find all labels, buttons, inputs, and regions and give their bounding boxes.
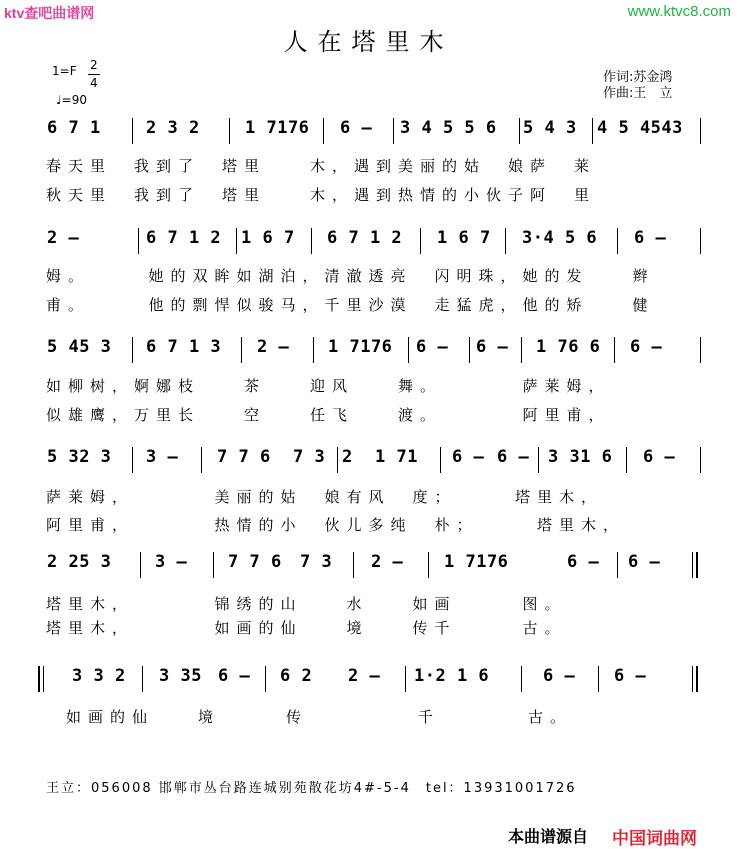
measure: 1 7176 [444,552,509,572]
measure: 1 71 [375,447,418,467]
measure: 6 – [614,666,647,686]
time-signature-top: 2 [90,58,98,72]
measure: 6 – [340,118,373,138]
song-title: 人在塔里木 [283,28,454,56]
measure: 6 – [218,666,251,686]
measure: 5 4 3 [523,118,577,138]
measure: 7 3 [300,552,333,572]
measure: 2 [342,447,353,467]
measure: 6 – [476,337,509,357]
watermark-right: www.ktvc8.com [627,3,731,20]
measure: 6 – [643,447,676,467]
score-line-4 [0,447,737,477]
measure: 1 7176 [328,337,393,357]
measure: 6 7 1 2 [146,228,222,248]
measure: 6 7 1 [47,118,101,138]
measure: 6 – [543,666,576,686]
measure: 7 3 [293,447,326,467]
measure: 7 7 6 [217,447,271,467]
measure: 6 – [567,552,600,572]
score-line-1 [0,118,737,148]
score-line-2 [0,228,737,258]
measure: 3 – [146,447,179,467]
composer-credit: 作曲:王 立 [603,86,673,101]
measure: 3 – [155,552,188,572]
measure: 6 – [497,447,530,467]
time-signature-bottom: 4 [90,76,98,90]
measure: 2 25 3 [47,552,112,572]
score-line-3 [0,337,737,367]
measure: 1 6 7 [241,228,295,248]
measure: 2 – [348,666,381,686]
measure: 5 45 3 [47,337,112,357]
measure: 1 6 7 [437,228,491,248]
measure: 6 7 1 2 [327,228,403,248]
measure: 6 2 [280,666,313,686]
score-line-5 [0,552,737,582]
watermark-left: ktv查吧曲谱网 [4,5,95,21]
measure: 6 7 1 3 [146,337,222,357]
measure: 1 7176 [245,118,310,138]
footer-contact: 王立：056008 邯郸市丛台路连城别苑散花坊4#-5-4 tel：13931001726 [46,781,577,796]
measure: 1·2 1 6 [414,666,490,686]
source-site-link[interactable]: 中国词曲网 [612,829,697,849]
score-line-6 [0,666,737,696]
measure: 3 31 6 [548,447,613,467]
measure: 6 – [630,337,663,357]
measure: 3 4 5 5 6 [400,118,497,138]
measure: 3 3 2 [72,666,126,686]
measure: 2 3 2 [146,118,200,138]
measure: 3·4 5 6 [522,228,598,248]
lyricist-credit: 作词:苏金鸿 [603,70,673,85]
key-signature: 1=F [52,64,77,78]
measure: 6 – [452,447,485,467]
measure: 3 35 [159,666,202,686]
measure: 5 32 3 [47,447,112,467]
tempo-mark: ♩=90 [56,93,87,107]
measure: 2 – [371,552,404,572]
measure: 6 – [634,228,667,248]
measure: 2 – [47,228,80,248]
measure: 6 – [416,337,449,357]
measure: 7 7 6 [228,552,282,572]
measure: 6 – [628,552,661,572]
source-label: 本曲谱源自 [508,827,589,846]
measure: 4 5 4543 [597,118,683,138]
measure: 2 – [257,337,290,357]
measure: 1 76 6 [536,337,601,357]
